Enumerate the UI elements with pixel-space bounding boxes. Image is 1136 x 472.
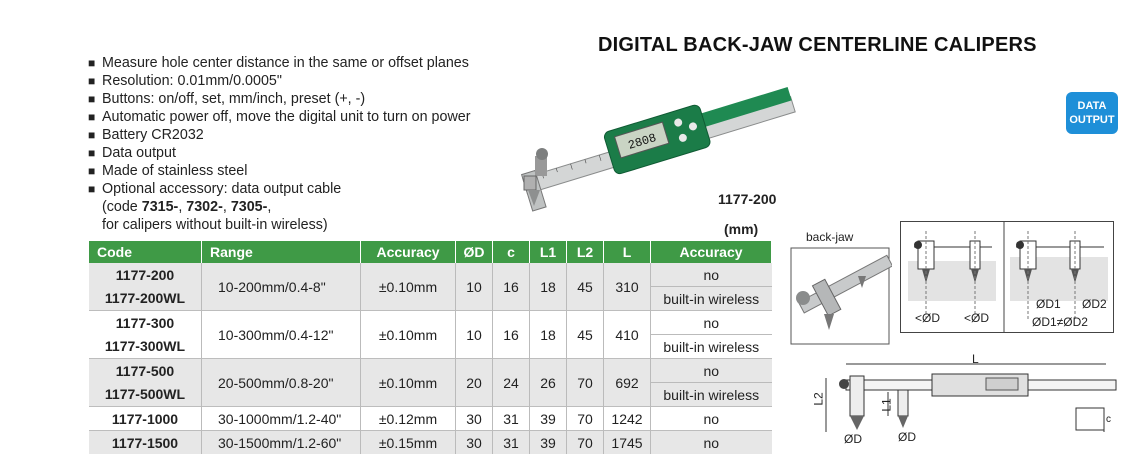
accessory-code: 7315- — [141, 199, 179, 215]
jaw-outline — [898, 390, 908, 416]
knob-icon — [1016, 241, 1024, 249]
table-row: 1177-200WL built-in wireless — [89, 287, 772, 311]
dim-label: ØD1 — [1036, 297, 1061, 311]
feature-item: ■ Buttons: on/off, set, mm/inch, preset (+, -) — [88, 91, 366, 107]
dim-label: <ØD — [915, 311, 941, 325]
col-code: Code — [89, 241, 202, 263]
feature-continuation: for calipers without built-in wireless) — [102, 217, 328, 233]
table-header-row — [89, 241, 772, 263]
page-title: DIGITAL BACK-JAW CENTERLINE CALIPERS — [598, 34, 1037, 56]
dim-L1-label: L1 — [879, 398, 894, 412]
section-outline — [1076, 408, 1104, 430]
accessory-code: 7302- — [186, 199, 223, 215]
feature-item: ■ Battery CR2032 — [88, 127, 204, 143]
table-row: 1177-500 20-500mm/0.8-20" ±0.10mm 20 24 26 70 692 no — [89, 359, 772, 383]
bullet-icon: ■ — [88, 182, 96, 196]
data-output-badge — [1066, 92, 1118, 134]
col-wireless: Accuracy — [651, 241, 772, 263]
bullet-icon: ■ — [88, 56, 96, 70]
dim-L-label: L — [972, 352, 979, 366]
table-row: 1177-200 10-200mm/0.4-8" ±0.10mm 10 16 18 45 310 no — [89, 263, 772, 287]
feature-continuation: (code 7315-, 7302-, 7305-, — [102, 199, 272, 215]
col-c: c — [493, 241, 530, 263]
col-l: L — [604, 241, 651, 263]
table-row: 1177-300WL built-in wireless — [89, 335, 772, 359]
cone-point — [850, 416, 864, 430]
feature-list — [88, 54, 470, 234]
table-row: 1177-1000 30-1000mm/1.2-40" ±0.12mm 30 31 39 70 1242 no — [89, 407, 772, 431]
unit-label: (mm) — [724, 221, 759, 237]
dim-label: ØD1≠ØD2 — [1032, 315, 1088, 329]
bullet-icon: ■ — [88, 92, 96, 106]
knob-icon — [839, 379, 849, 389]
cone-point — [898, 416, 908, 428]
table-row: 1177-500WL built-in wireless — [89, 383, 772, 407]
bullet-icon: ■ — [88, 110, 96, 124]
bullet-icon: ■ — [88, 128, 96, 142]
feature-item: ■ Optional accessory: data output cable — [88, 181, 342, 197]
jaw-shape — [1070, 241, 1080, 269]
bullet-icon: ■ — [88, 164, 96, 178]
dim-D-label: ØD — [898, 430, 916, 444]
col-d: ØD — [456, 241, 493, 263]
lcd-reading: 2808 — [626, 130, 659, 153]
dim-D-label: ØD — [844, 432, 862, 446]
badge-line-2: OUTPUT — [1069, 114, 1115, 126]
jaw-shape — [970, 241, 980, 269]
col-l2: L2 — [567, 241, 604, 263]
dim-c-label: c — [1106, 414, 1111, 425]
col-l1: L1 — [530, 241, 567, 263]
lock-knob — [536, 148, 548, 160]
dim-label: <ØD — [964, 311, 990, 325]
bullet-icon: ■ — [88, 74, 96, 88]
knob-icon — [914, 241, 922, 249]
spec-table — [89, 241, 772, 454]
accessory-code: 7305- — [230, 199, 268, 215]
feature-item: ■ Measure hole center distance in the same or offset planes — [88, 55, 469, 71]
dim-label: ØD2 — [1082, 297, 1107, 311]
jaw-outline — [850, 376, 864, 416]
model-label: 1177-200 — [718, 191, 777, 207]
bullet-icon: ■ — [88, 146, 96, 160]
badge-line-1: DATA — [1077, 100, 1107, 112]
table-row: 1177-1500 30-1500mm/1.2-60" ±0.15mm 30 31 39 70 1745 no — [89, 431, 772, 455]
feature-item: ■ Resolution: 0.01mm/0.0005" — [88, 73, 282, 89]
col-range: Range — [202, 241, 361, 263]
jaw-body — [524, 176, 536, 190]
table-row: 1177-300 10-300mm/0.4-12" ±0.10mm 10 16 18 45 410 no — [89, 311, 772, 335]
display-outline — [986, 378, 1018, 390]
knob-icon — [796, 291, 810, 305]
feature-item: ■ Made of stainless steel — [88, 163, 248, 179]
feature-item: ■ Automatic power off, move the digital unit to turn on power — [88, 109, 471, 125]
backjaw-label: back-jaw — [806, 230, 854, 244]
dim-L2-label: L2 — [811, 392, 826, 406]
feature-item: ■ Data output — [88, 145, 176, 161]
col-accuracy: Accuracy — [361, 241, 456, 263]
